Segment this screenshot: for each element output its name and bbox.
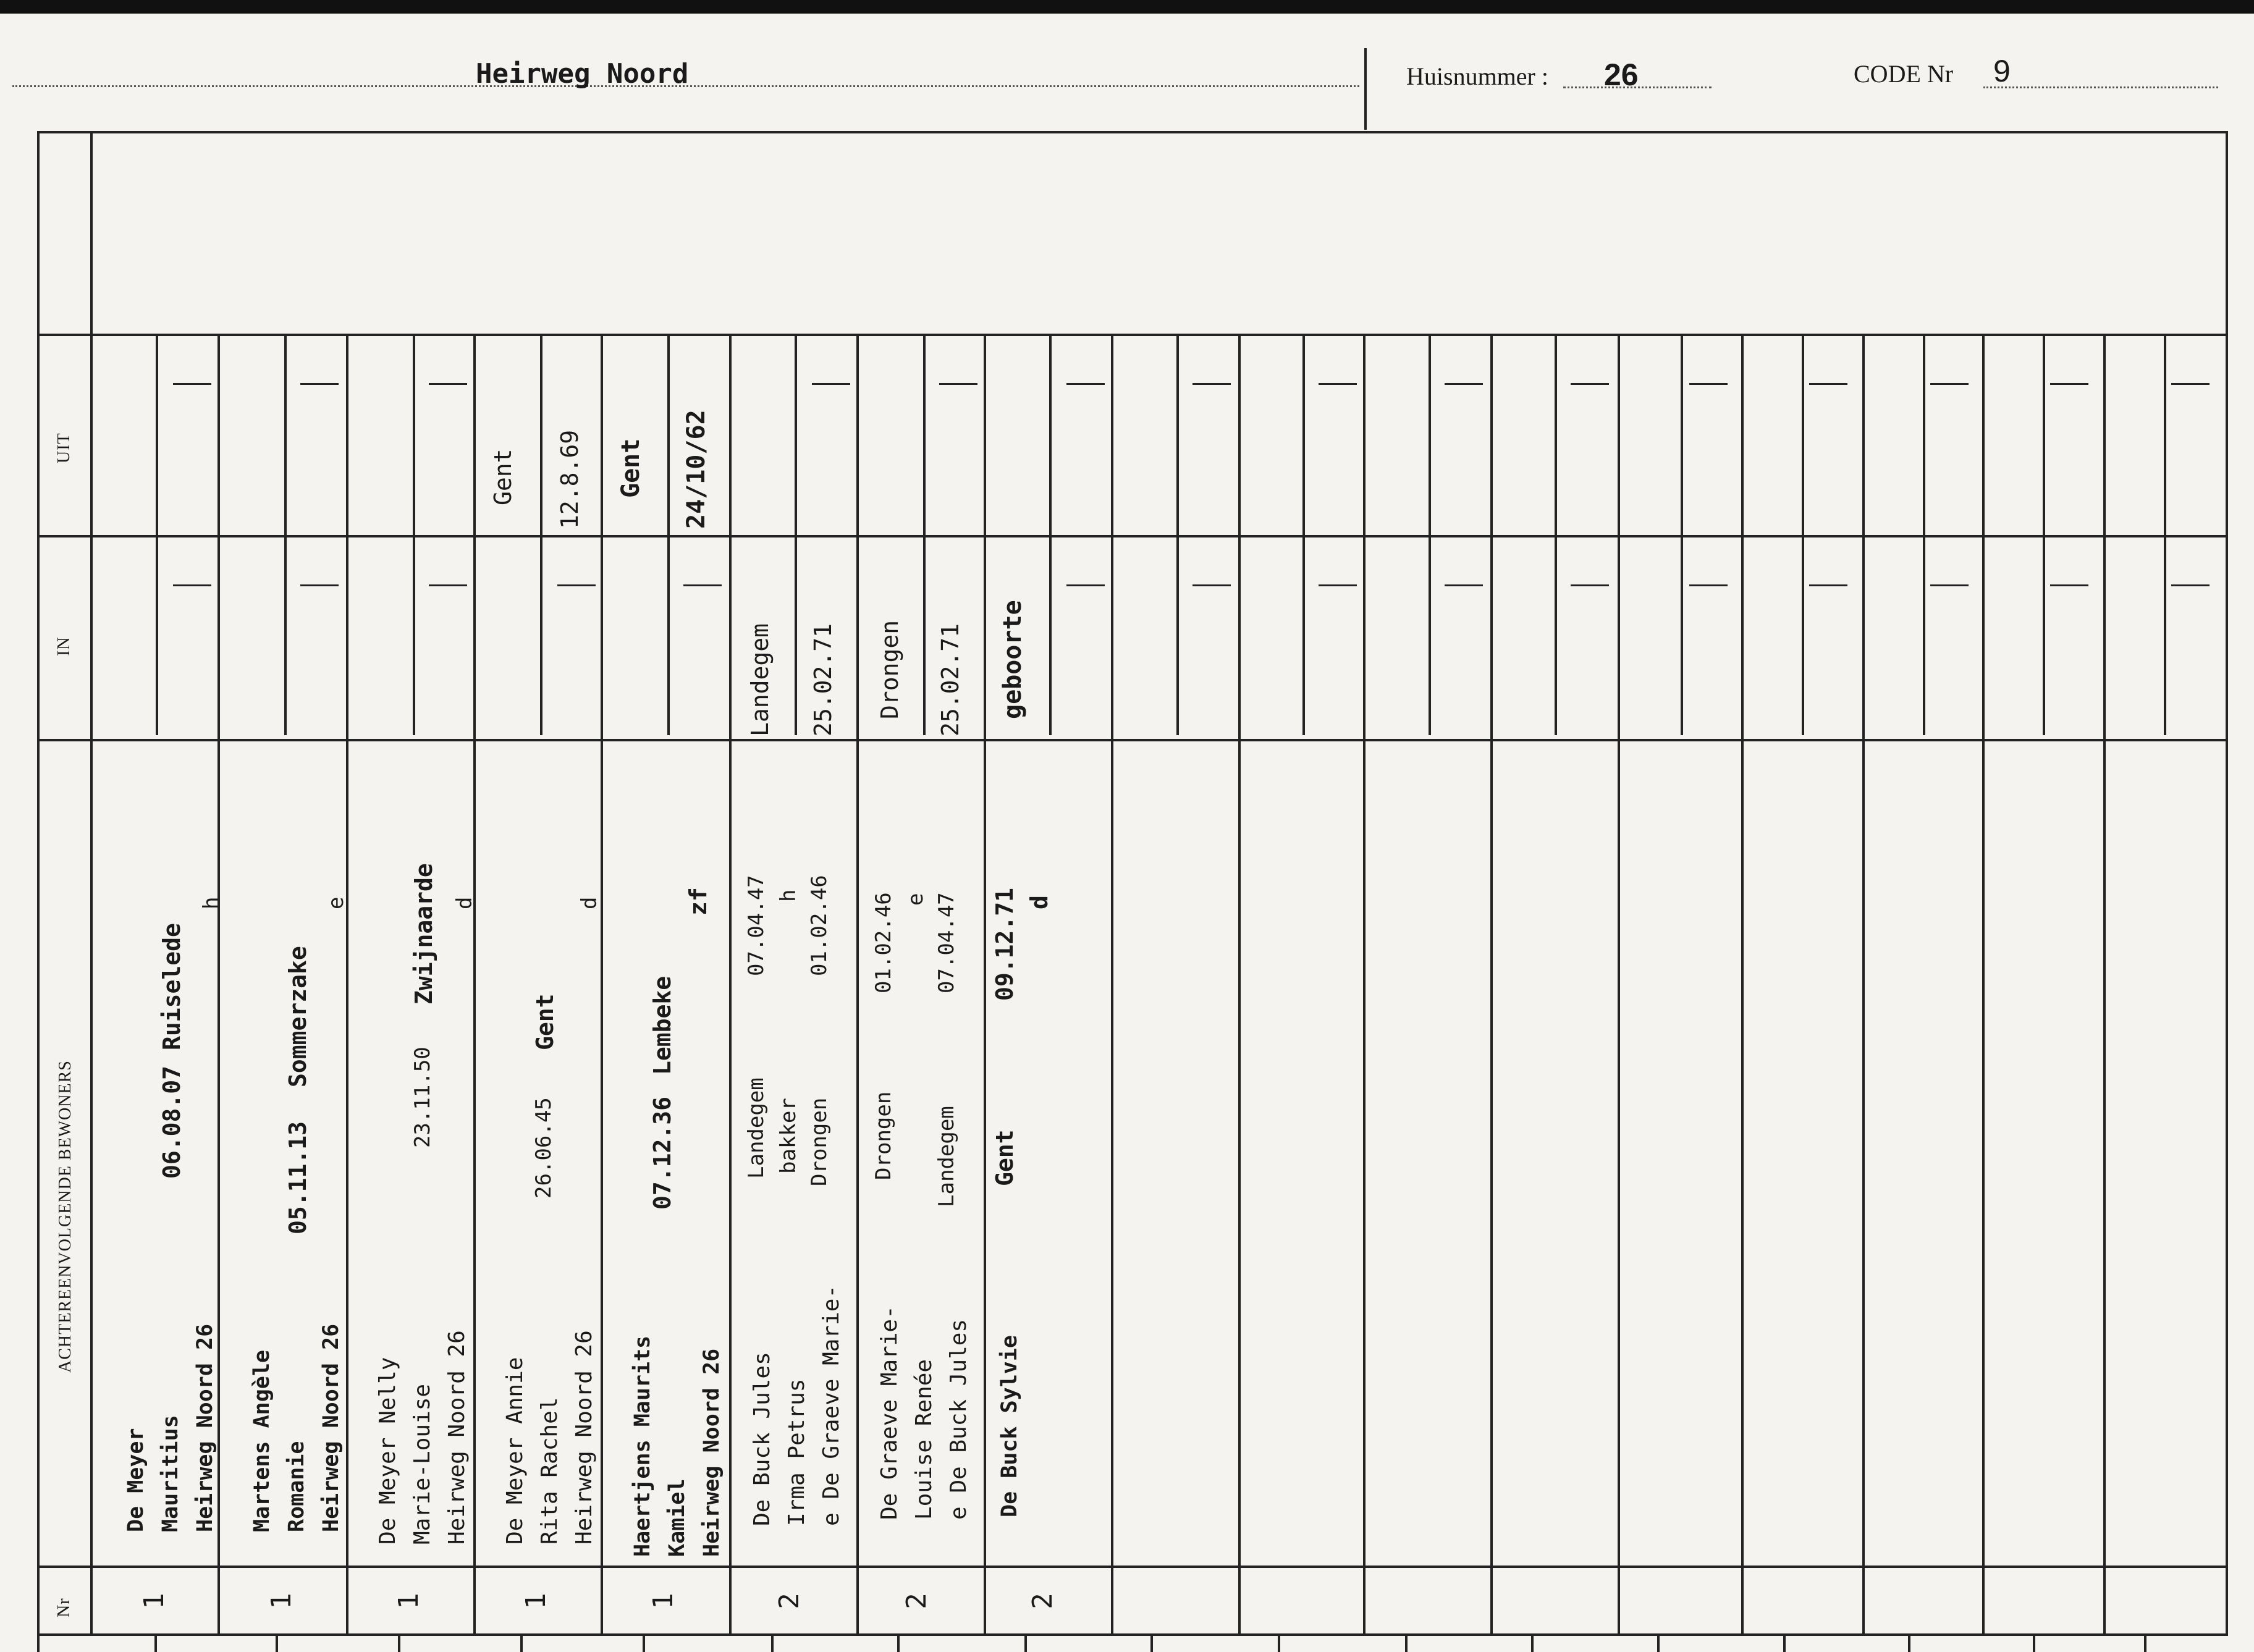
resident-relation: d	[1026, 895, 1053, 909]
row-label-bewoners: ACHTEREENVOLGENDE BEWONERS	[56, 1060, 75, 1373]
code-label: CODE Nr	[1854, 60, 1954, 88]
resident-birth-date: 23.11.50	[410, 1047, 435, 1148]
resident-nr: 1	[520, 1593, 552, 1609]
in-date: 25.02.71	[937, 623, 964, 736]
label-top-line	[37, 334, 93, 336]
in-top-line	[37, 535, 2228, 537]
house-number: 26	[1604, 57, 1639, 92]
uit-date: 24/10/62	[682, 410, 711, 529]
resident-birthplace: Sommerzake	[284, 946, 311, 1087]
header-separator	[1364, 48, 1367, 130]
resident-marriage-place: Drongen	[807, 1097, 832, 1186]
resident-birth-date: 09.12.71	[991, 887, 1018, 1001]
resident-name: Martens Angèle Romanie Heirweg Noord 26	[250, 1323, 344, 1532]
resident-relation: e	[903, 893, 928, 906]
resident-nr: 2	[773, 1593, 805, 1609]
resident-birthplace: Landegem	[744, 1077, 769, 1179]
house-number-label: Huisnummer :	[1406, 62, 1548, 90]
resident-relation: d	[577, 896, 602, 909]
resident-relation: d	[452, 896, 477, 909]
code-number: 9	[1993, 54, 2011, 88]
resident-birthplace: Gent	[991, 1129, 1018, 1186]
resident-occupation: bakker	[776, 1098, 801, 1174]
row-label-uit: UIT	[54, 432, 74, 463]
resident-nr: 1	[265, 1593, 297, 1609]
nr-top-line	[37, 1566, 2228, 1568]
resident-birth-date: 26.06.45	[531, 1097, 556, 1199]
resident-name: De Graeve Marie- Louise Renée e De Buck Jules	[877, 1305, 971, 1520]
resident-nr: 1	[647, 1593, 679, 1609]
resident-birthplace: Gent	[531, 993, 559, 1050]
row-label-nr: Nr	[54, 1598, 74, 1617]
resident-name: De Meyer Annie Rita Rachel Heirweg Noord 26	[502, 1330, 597, 1545]
resident-nr: 2	[1026, 1593, 1058, 1609]
in-date: 25.02.71	[809, 623, 837, 736]
resident-birth-date: 06.08.07	[158, 1065, 185, 1179]
resident-birthplace: Drongen	[871, 1091, 896, 1180]
top-border	[0, 0, 2254, 14]
row-label-in: IN	[54, 636, 74, 656]
resident-marriage-date: 07.04.47	[934, 892, 959, 993]
resident-birth-date: 05.11.13	[284, 1121, 311, 1234]
resident-name: Haertjens Maurits Kamiel Heirweg Noord 26	[630, 1335, 724, 1557]
uit-place: Gent	[617, 438, 645, 498]
resident-relation: e	[324, 896, 348, 909]
resident-name: De Meyer Nelly Marie-Louise Heirweg Noord 26	[375, 1330, 470, 1545]
resident-birth-date: 07.04.47	[744, 875, 769, 976]
resident-name: De Buck Jules Irma Petrus e De Graeve Marie-	[749, 1284, 844, 1526]
resident-relation: zf	[685, 887, 712, 916]
resident-name: De Meyer Mauritius Heirweg Noord 26	[124, 1323, 217, 1532]
resident-nr: 1	[392, 1593, 424, 1609]
uit-date: 12.8.69	[556, 429, 583, 529]
resident-birth-date: 01.02.46	[871, 892, 896, 993]
resident-birthplace: Zwijnaarde	[410, 863, 437, 1005]
resident-relation: h	[776, 889, 801, 902]
uit-top-line	[90, 334, 2228, 336]
resident-birth-date: 07.12.36	[649, 1096, 676, 1210]
resident-marriage-place: Landegem	[934, 1106, 959, 1207]
bewoners-top-line	[37, 739, 2228, 741]
register-table	[37, 131, 2228, 1636]
resident-birthplace: Lembeke	[649, 976, 676, 1075]
resident-name: De Buck Sylvie	[997, 1334, 1022, 1517]
resident-birthplace: Ruiselede	[158, 923, 185, 1050]
resident-nr: 1	[138, 1593, 170, 1609]
resident-nr: 2	[900, 1593, 932, 1609]
in-place: geboorte	[998, 600, 1027, 719]
street-name: Heirweg Noord	[476, 58, 689, 90]
resident-marriage-date: 01.02.46	[807, 875, 832, 976]
uit-place: Gent	[489, 449, 517, 505]
in-place: Landegem	[746, 623, 774, 736]
code-dotted-line	[1983, 86, 2218, 88]
in-place: Drongen	[876, 620, 903, 719]
resident-relation: h	[199, 896, 224, 909]
label-column-divider	[90, 131, 93, 1636]
